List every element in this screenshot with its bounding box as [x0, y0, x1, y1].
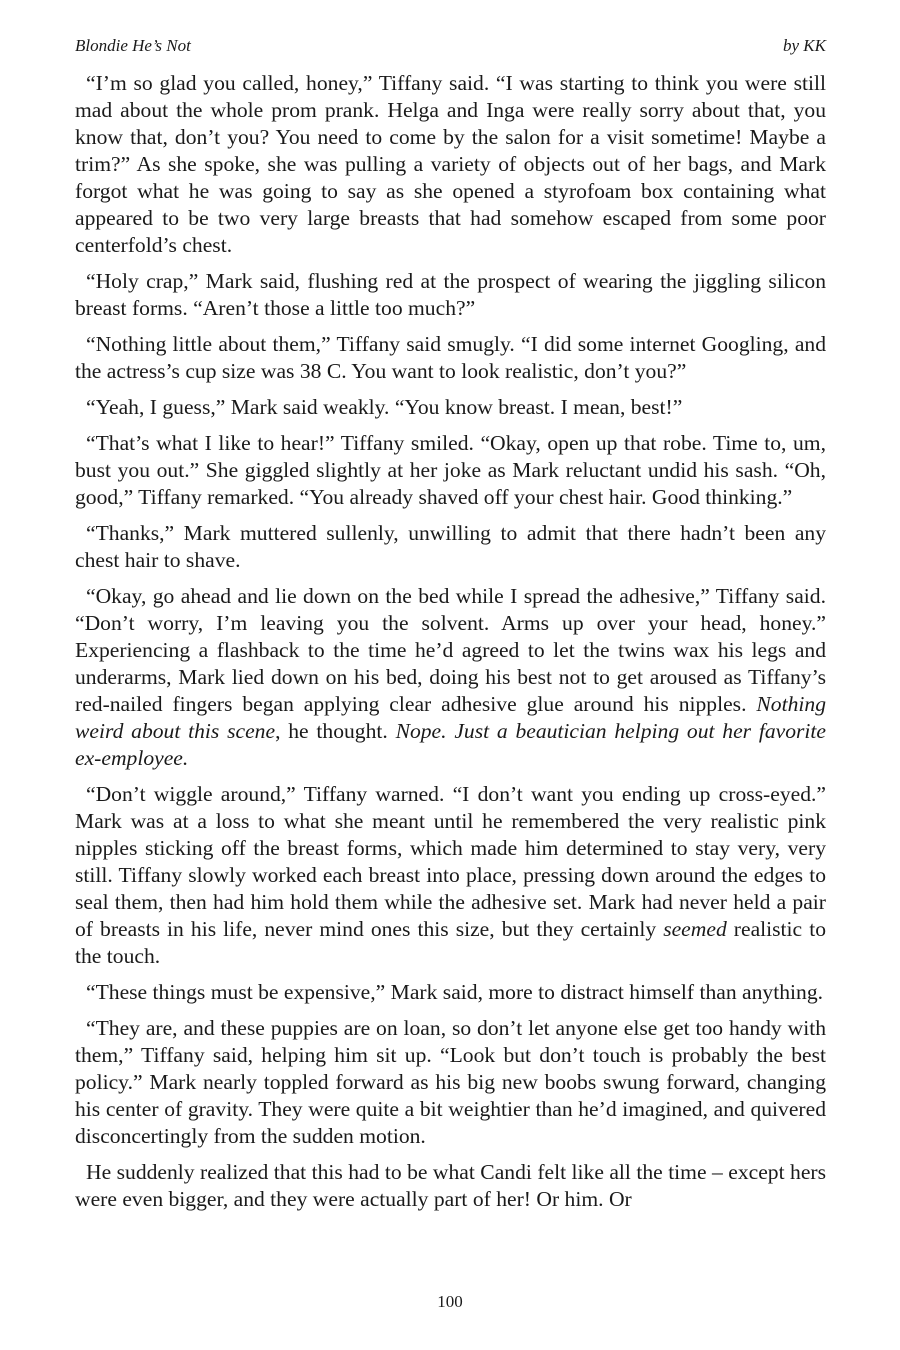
paragraph: [75, 394, 826, 421]
paragraph: [75, 430, 826, 511]
text-run: “That’s what I like to hear!” Tiffany smiled. “Okay, open up that robe. Time to, um, bust you out.” She giggled slightly at her joke as Mark reluctant undid his sash. “Oh, good,” Tiffany remarked. “You already shaved off your chest hair. Good thinking.”: [75, 431, 826, 509]
paragraph: [75, 781, 826, 970]
paragraph: [75, 268, 826, 322]
body-text: [75, 70, 826, 1222]
running-header: [75, 34, 826, 58]
paragraph: [75, 583, 826, 772]
paragraph: [75, 70, 826, 259]
page-number: 100: [437, 1292, 463, 1311]
paragraph: [75, 520, 826, 574]
text-run: “I’m so glad you called, honey,” Tiffany said. “I was starting to think you were still mad about the whole prom prank. Helga and Inga were really sorry about that, you know that, don’t you? You need to come by the salon for a visit sometime! Maybe a trim?” As she spoke, she was pulling a variety of objects out of her bags, and Mark forgot what he was going to say as she opened a styrofoam box containing what appeared to be two very large breasts that had somehow escaped from some poor centerfold’s chest.: [75, 71, 826, 257]
text-run: “Holy crap,” Mark said, flushing red at the prospect of wearing the jiggling silicon breast forms. “Aren’t those a little too much?”: [75, 269, 826, 320]
text-run: “These things must be expensive,” Mark said, more to distract himself than anything.: [86, 980, 824, 1004]
paragraph: [75, 331, 826, 385]
text-run: “Nothing little about them,” Tiffany said smugly. “I did some internet Googling, and the actress’s cup size was 38 C. You want to look realistic, don’t you?”: [75, 332, 826, 383]
italic-text: Nope. Just a beautician helping out her favorite ex-employee.: [75, 719, 827, 770]
text-run: , he thought.: [275, 719, 396, 743]
italic-text: Nothing weird about this scene: [75, 692, 826, 743]
book-title: Blondie He’s Not: [75, 36, 191, 55]
italic-text: seemed: [663, 917, 727, 941]
text-run: “Thanks,” Mark muttered sullenly, unwilling to admit that there hadn’t been any chest hair to shave.: [75, 521, 826, 572]
paragraph: [75, 979, 826, 1006]
text-run: “Yeah, I guess,” Mark said weakly. “You know breast. I mean, best!”: [86, 395, 683, 419]
paragraph: [75, 1159, 826, 1213]
text-run: “Don’t wiggle around,” Tiffany warned. “I don’t want you ending up cross-eyed.” Mark was at a loss to what she meant until he remembered the very realistic pink nipples sticking off the breast forms, which made him determined to stay very, very still. Tiffany slowly worked each breast into place, pressing down around the edges to seal them, then had him hold them while the adhesive set. Mark had never held a pair of breasts in his life, never mind ones this size, but they certainly: [75, 782, 826, 941]
text-run: “Okay, go ahead and lie down on the bed while I spread the adhesive,” Tiffany said. “Don’t worry, I’m leaving you the solvent. Arms up over your head, honey.” Experiencing a flashback to the time he’d agreed to let the twins wax his legs and underarms, Mark lied down on his bed, doing his best not to get aroused as Tiffany’s red-nailed fingers began applying clear adhesive glue around his nipples.: [75, 584, 826, 716]
author-credit: by KK: [783, 36, 826, 55]
text-run: He suddenly realized that this had to be what Candi felt like all the time – except hers were even bigger, and they were actually part of her! Or him. Or: [75, 1160, 826, 1211]
text-run: realistic to the touch.: [75, 917, 826, 968]
text-run: “They are, and these puppies are on loan, so don’t let anyone else get too handy with them,” Tiffany said, helping him sit up. “Look but don’t touch is probably the best policy.” Mark nearly toppled forward as his big new boobs swung forward, changing his center of gravity. They were quite a bit weightier than he’d imagined, and quivered disconcertingly from the sudden motion.: [75, 1016, 826, 1148]
paragraph: [75, 1015, 826, 1150]
